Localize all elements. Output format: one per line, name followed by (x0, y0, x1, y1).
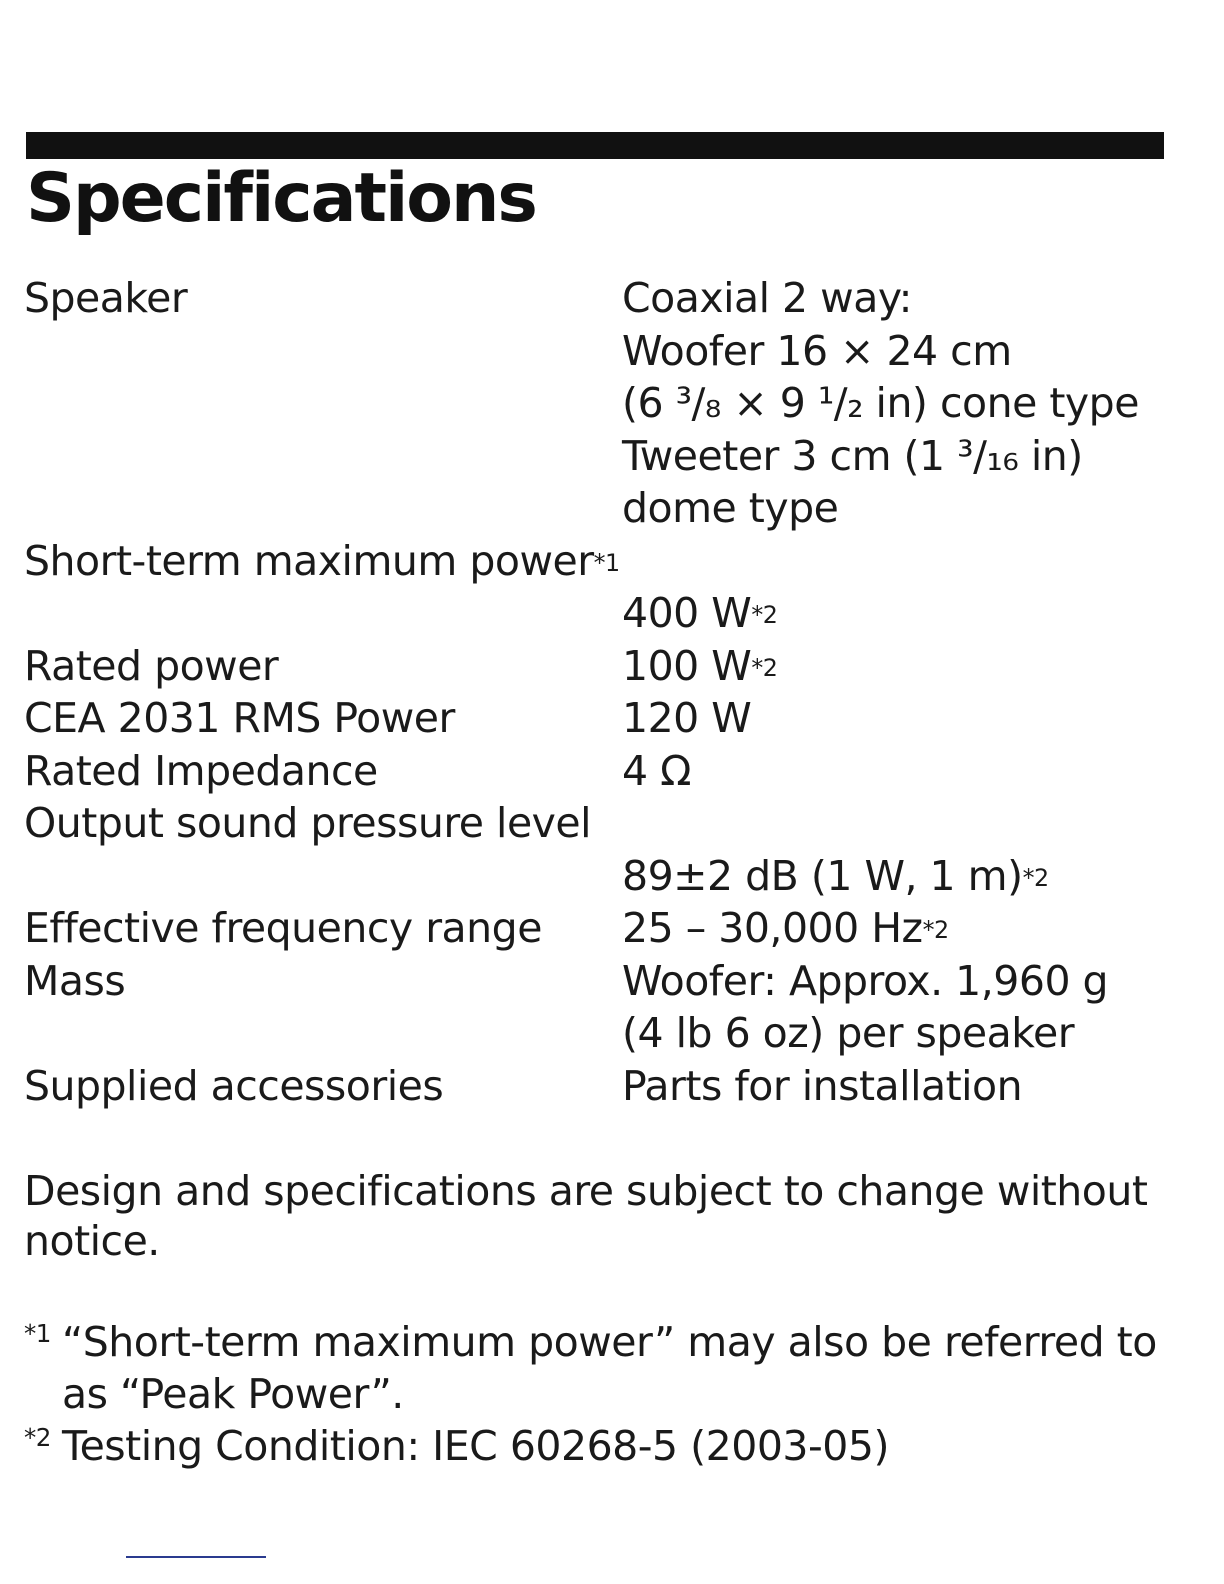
speaker-line-3: (6 ³/₈ × 9 ¹/₂ in) cone type (622, 379, 1139, 427)
spec-value-frequency-range (622, 902, 949, 955)
speaker-line-2: Woofer 16 × 24 cm (622, 326, 1012, 375)
spec-label-output-spl: Output sound pressure level (24, 799, 592, 847)
section-header-bar (26, 132, 1164, 159)
speaker-line-5: dome type (622, 484, 839, 532)
spec-row-rated-impedance (24, 745, 1194, 798)
spec-value-supplied-accessories: Parts for installation (622, 1061, 1023, 1110)
spec-value-speaker (622, 272, 1139, 535)
bottom-rule (126, 1556, 266, 1558)
rated-power-footnote-mark: *2 (751, 653, 778, 682)
mass-line-1: Woofer: Approx. 1,960 g (622, 956, 1109, 1005)
spec-label-supplied-accessories: Supplied accessories (24, 1061, 444, 1110)
frequency-value-text: 25 – 30,000 Hz (622, 904, 923, 952)
spec-label-speaker: Speaker (24, 274, 188, 322)
short-term-value-text: 400 W (622, 589, 752, 637)
spec-value-output-spl (24, 850, 1194, 903)
spec-row-cea-rms-power (24, 692, 1194, 745)
spec-value-short-term-power (24, 587, 1194, 640)
speaker-line-1: Coaxial 2 way: (622, 274, 912, 322)
spl-footnote-mark: *2 (1022, 863, 1049, 892)
spec-row-mass (24, 955, 1194, 1057)
short-term-value-footnote-mark: *2 (751, 601, 778, 630)
spec-value-rated-power (622, 640, 777, 693)
spl-value-text: 89±2 dB (1 W, 1 m) (622, 851, 1023, 900)
change-notice: Design and specifications are subject to change without notice. (24, 1167, 1148, 1265)
spec-label-rated-impedance: Rated Impedance (24, 746, 378, 795)
footnote-2 (24, 1420, 1194, 1472)
spec-label-rated-power: Rated power (24, 641, 279, 690)
spec-row-rated-power (24, 640, 1194, 693)
spec-label-frequency-range: Effective frequency range (24, 904, 542, 952)
spec-label-short-term-power (24, 535, 622, 588)
specifications-list (24, 272, 1194, 1112)
spec-label-mass: Mass (24, 956, 126, 1005)
footnote-1-marker: *1 (24, 1319, 51, 1348)
spec-row-speaker (24, 272, 1194, 532)
spec-row-short-term-power (24, 535, 1194, 640)
page-title: Specifications (26, 159, 536, 238)
speaker-line-4: Tweeter 3 cm (1 ³/₁₆ in) (622, 431, 1083, 480)
spec-row-frequency-range (24, 902, 1194, 955)
footnote-2-marker: *2 (24, 1423, 51, 1452)
mass-line-2: (4 lb 6 oz) per speaker (622, 1009, 1075, 1057)
spec-value-mass (622, 955, 1108, 1060)
spec-value-cea-rms-power: 120 W (622, 694, 752, 742)
short-term-label-footnote-mark: *1 (593, 548, 620, 577)
footnote-1 (24, 1316, 1194, 1420)
footnote-2-text: Testing Condition: IEC 60268-5 (2003-05) (62, 1422, 889, 1470)
short-term-label-text: Short-term maximum power (24, 536, 594, 585)
footnotes (24, 1316, 1194, 1472)
spec-row-supplied-accessories (24, 1060, 1194, 1113)
spec-row-output-spl (24, 797, 1194, 902)
frequency-footnote-mark: *2 (922, 916, 949, 945)
spec-label-cea-rms-power: CEA 2031 RMS Power (24, 694, 455, 742)
rated-power-value-text: 100 W (622, 641, 752, 690)
spec-value-rated-impedance: 4 Ω (622, 746, 691, 795)
footnote-1-text: “Short-term maximum power” may also be referred to as “Peak Power”. (62, 1318, 1157, 1418)
